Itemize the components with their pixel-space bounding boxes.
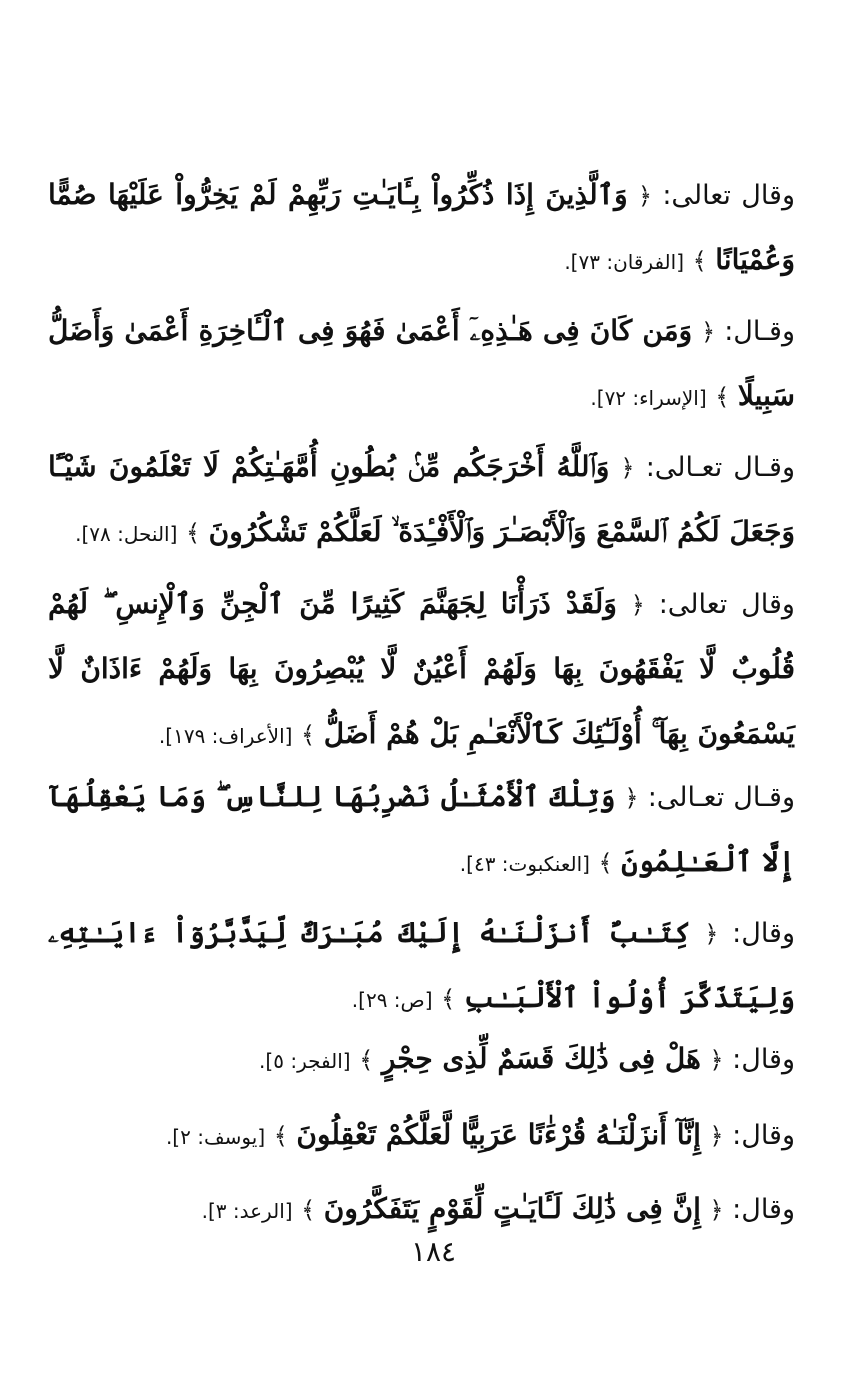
verse-close-bracket: ﴾ — [715, 383, 730, 411]
verse-close-bracket: ﴾ — [301, 721, 316, 749]
verse-reference: [ص: ٢٩]. — [351, 988, 433, 1012]
verse-close-bracket: ﴾ — [598, 849, 613, 877]
verse-close-bracket: ﴾ — [359, 1046, 374, 1074]
quote-paragraph-4 — [48, 572, 795, 768]
quote-intro: وقال: — [732, 1044, 795, 1075]
verse-open-bracket: ﴿ — [624, 784, 639, 812]
verse-open-bracket: ﴿ — [630, 591, 645, 619]
verse-close-bracket: ﴾ — [273, 1122, 288, 1150]
quote-paragraph-1 — [48, 163, 795, 294]
quote-paragraph-5 — [48, 765, 795, 896]
verse-close-bracket: ﴾ — [186, 519, 201, 547]
quote-intro: وقال: — [732, 1194, 795, 1225]
quote-intro: وقال تعالى: — [662, 180, 795, 211]
verse-reference: [الأعراف: ١٧٩]. — [158, 724, 293, 748]
quote-intro: وقـال تعـالى: — [645, 452, 796, 483]
verse-open-bracket: ﴿ — [709, 1196, 724, 1224]
quote-paragraph-3 — [48, 435, 795, 566]
verse-reference: [النحل: ٧٨]. — [75, 522, 178, 546]
page-number: ١٨٤ — [410, 1235, 457, 1268]
quote-intro: وقال تعالى: — [658, 589, 795, 620]
quran-verse: إِنَّآ أَنزَلْنَـٰهُ قُرْءَٰنًا عَرَبِيًّا لَّعَلَّكُمْ تَعْقِلُونَ — [296, 1118, 701, 1151]
quran-verse: وَلَقَدْ ذَرَأْنَا لِجَهَنَّمَ كَثِيرًا مِّنَ ٱلْجِنِّ وَٱلْإِنسِ ۖ لَهُمْ قُلُوبٌ لَّا يَفْقَهُونَ بِهَا وَلَهُمْ أَعْيُنٌ لَّا يُبْصِرُونَ بِهَا وَلَهُمْ ءَاذَانٌ لَّا يَسْمَعُونَ بِهَآ ۚ أُوْلَـٰٓئِكَ كَٱلْأَنْعَـٰمِ بَلْ هُمْ أَضَلُّ — [48, 587, 795, 750]
quote-paragraph-8 — [48, 1103, 795, 1169]
verse-open-bracket: ﴿ — [709, 1046, 724, 1074]
quote-paragraph-6 — [48, 901, 795, 1032]
quran-verse: هَلْ فِى ذَٰلِكَ قَسَمٌ لِّذِى حِجْرٍ — [381, 1042, 701, 1075]
quran-verse: كِتَـٰبٌ أَنزَلْنَـٰهُ إِلَيْكَ مُبَـٰرَكٌ لِّيَدَّبَّرُوٓاْ ءَايَـٰتِهِۦ وَلِيَتَذَكَّرَ أُوْلُواْ ٱلْأَلْبَـٰبِ — [48, 916, 795, 1014]
verse-reference: [الفرقان: ٧٣]. — [564, 250, 685, 274]
verse-close-bracket: ﴾ — [301, 1196, 316, 1224]
quote-intro: وقـال تعـالى: — [647, 782, 796, 813]
verse-open-bracket: ﴿ — [637, 182, 652, 210]
quran-verse: وَمَن كَانَ فِى هَـٰذِهِۦٓ أَعْمَىٰ فَهُوَ فِى ٱلْـَٔاخِرَةِ أَعْمَىٰ وَأَضَلُّ سَبِيلًا — [48, 314, 795, 412]
verse-reference: [الرعد: ٣]. — [201, 1199, 293, 1223]
verse-open-bracket: ﴿ — [620, 454, 635, 482]
quote-paragraph-2 — [48, 299, 795, 430]
verse-open-bracket: ﴿ — [701, 318, 716, 346]
quote-intro: وقال: — [732, 918, 795, 949]
verse-open-bracket: ﴿ — [709, 1122, 724, 1150]
quran-verse: وَٱللَّهُ أَخْرَجَكُم مِّنۢ بُطُونِ أُمَّهَـٰتِكُمْ لَا تَعْلَمُونَ شَيْـًٔا وَجَعَلَ لَكُمُ ٱلسَّمْعَ وَٱلْأَبْصَـٰرَ وَٱلْأَفْـِٔدَةَ ۙ لَعَلَّكُمْ تَشْكُرُونَ — [48, 450, 795, 548]
verse-close-bracket: ﴾ — [441, 985, 456, 1013]
quote-paragraph-7 — [48, 1027, 795, 1093]
quran-verse: وَتِلْكَ ٱلْأَمْثَـٰلُ نَضْرِبُهَا لِلنَّاسِ ۖ وَمَا يَعْقِلُهَآ إِلَّا ٱلْعَـٰلِمُونَ — [48, 780, 795, 878]
quran-verse: وَٱلَّذِينَ إِذَا ذُكِّرُواْ بِـَٔايَـٰتِ رَبِّهِمْ لَمْ يَخِرُّواْ عَلَيْهَا صُمًّا وَعُمْيَانًا — [48, 178, 795, 276]
verse-reference: [العنكبوت: ٤٣]. — [459, 852, 590, 876]
verse-reference: [الإسراء: ٧٢]. — [590, 386, 707, 410]
verse-close-bracket: ﴾ — [692, 247, 707, 275]
verse-open-bracket: ﴿ — [704, 920, 719, 948]
quote-intro: وقـال: — [724, 316, 795, 347]
quote-intro: وقال: — [732, 1120, 795, 1151]
verse-reference: [الفجر: ٥]. — [259, 1049, 351, 1073]
quran-verse: إِنَّ فِى ذَٰلِكَ لَـَٔايَـٰتٍ لِّقَوْمٍ يَتَفَكَّرُونَ — [323, 1192, 701, 1225]
verse-reference: [يوسف: ٢]. — [165, 1125, 266, 1149]
